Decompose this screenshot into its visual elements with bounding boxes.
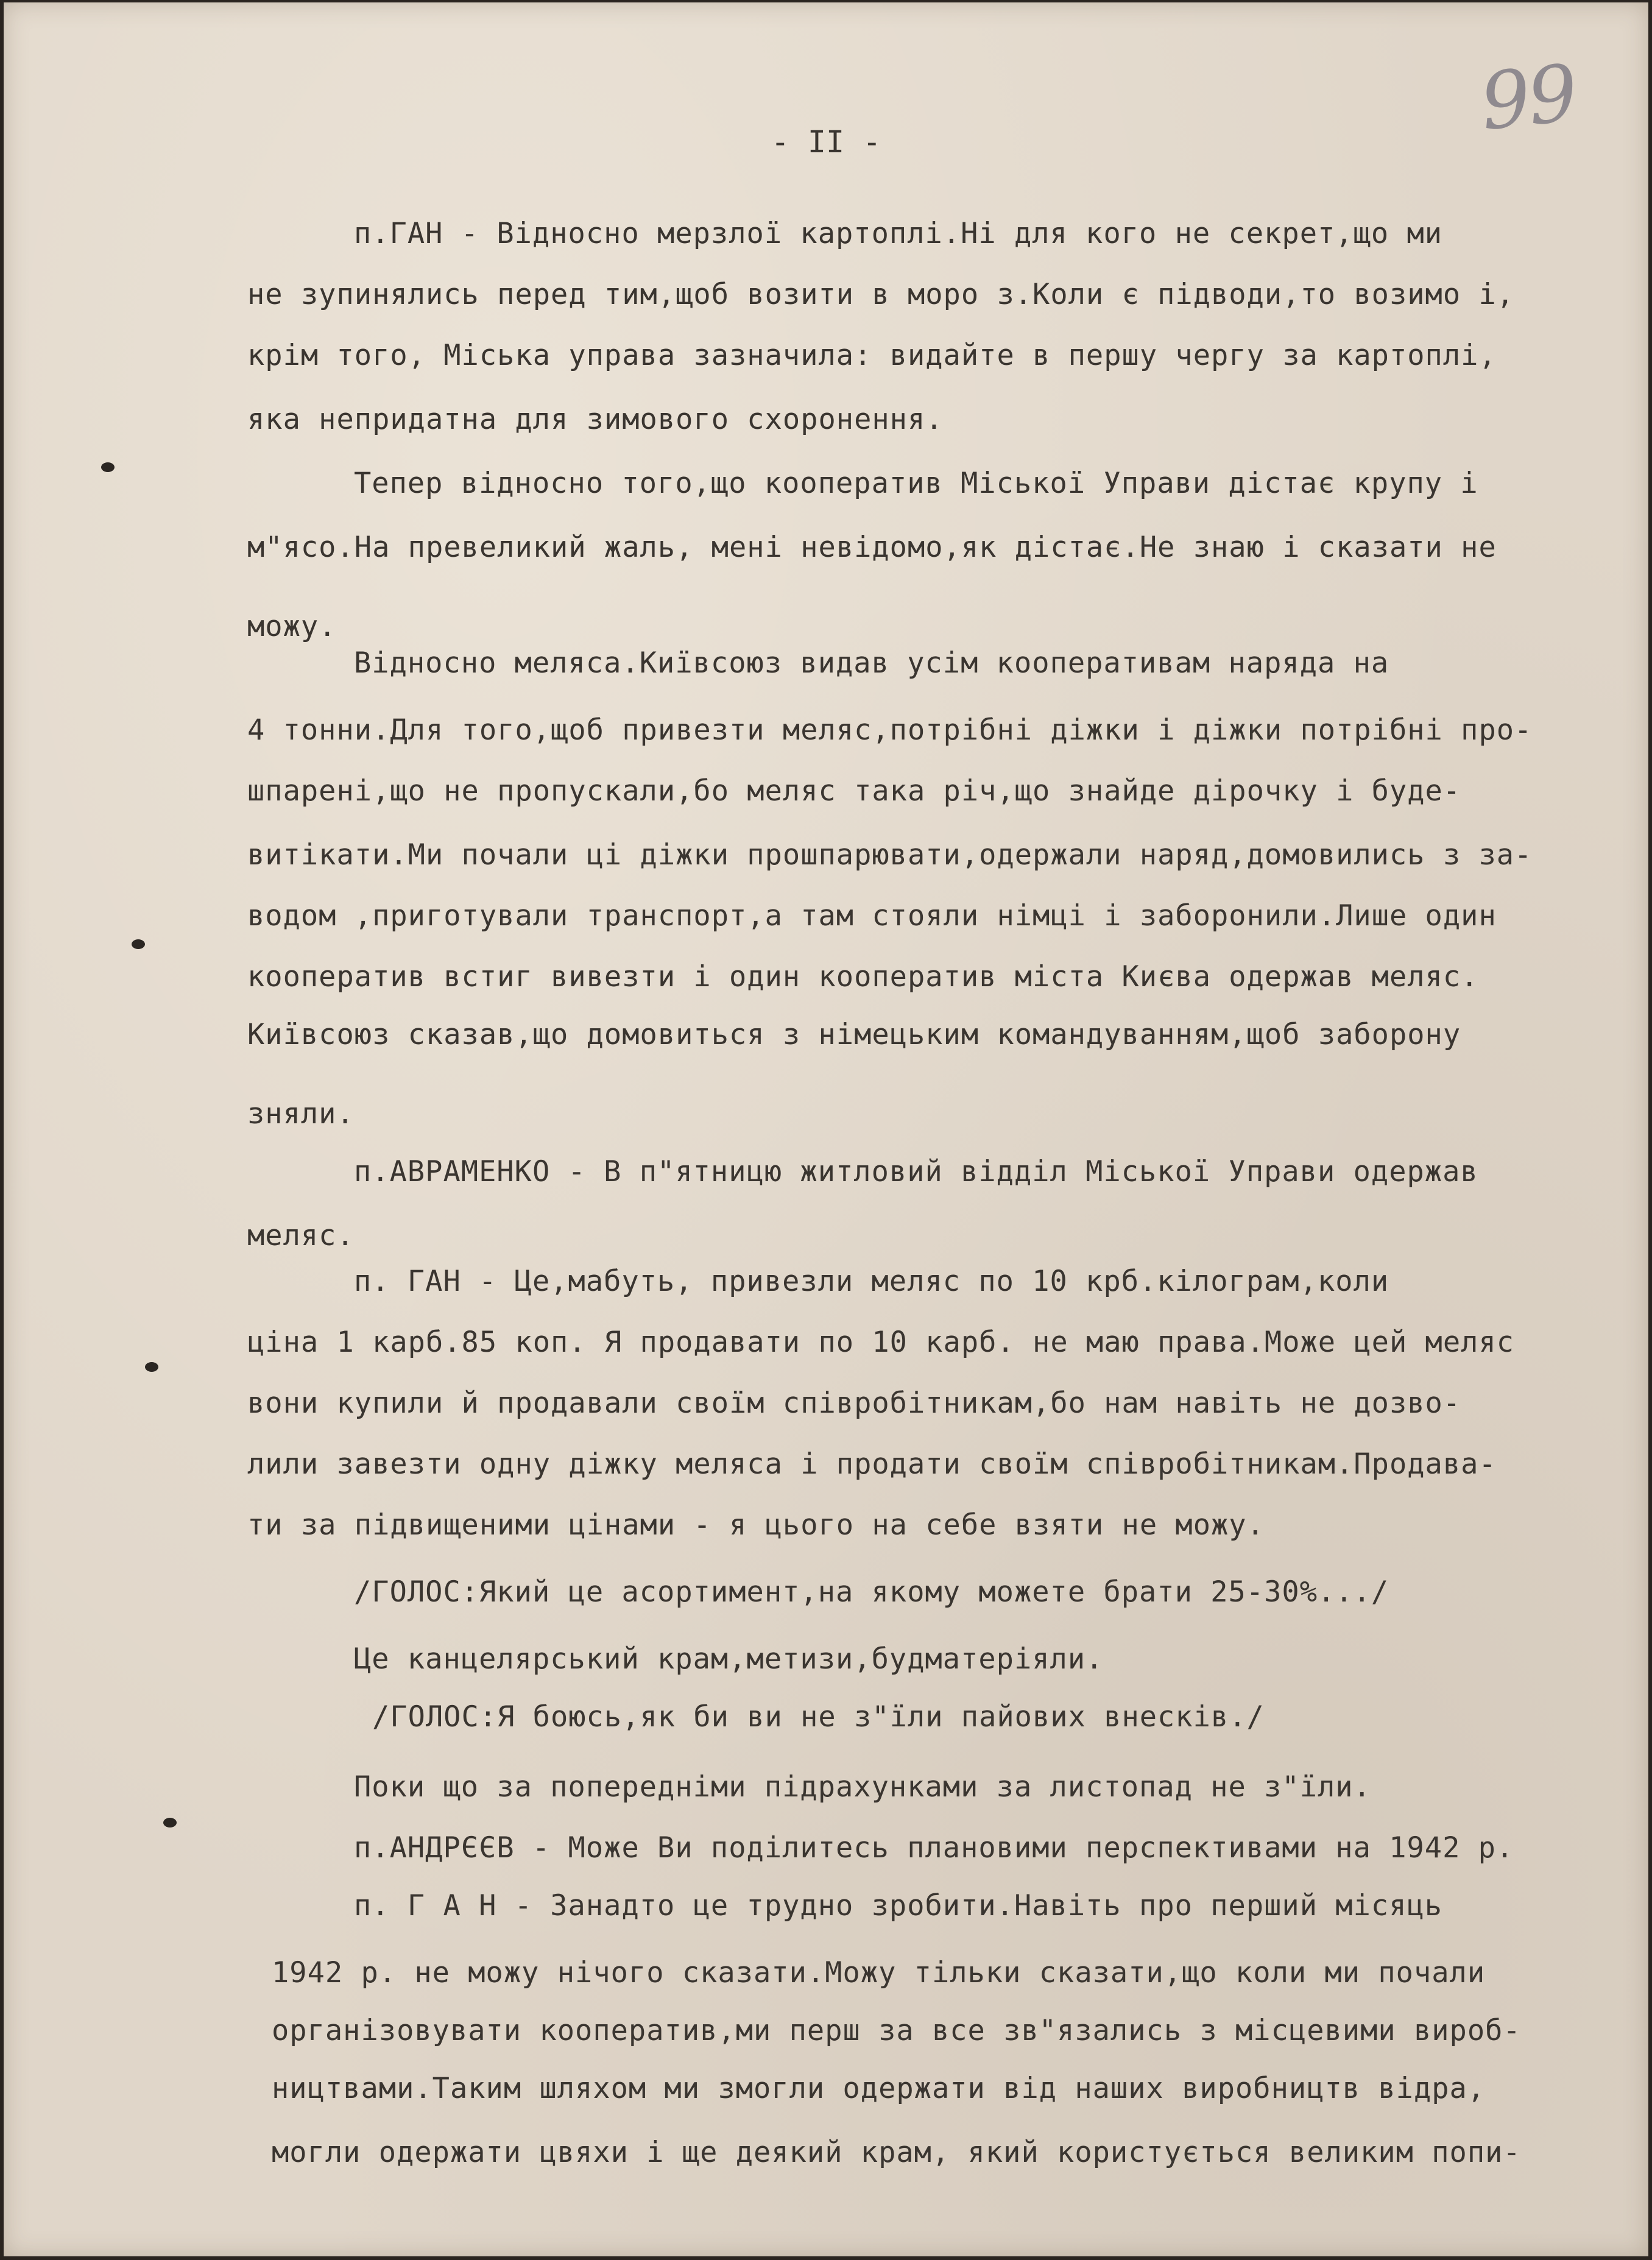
text-line: можу. [247,610,337,643]
document-page [4,2,1648,2256]
text-line: Це канцелярський крам,метизи,будматеріяли. [354,1642,1104,1676]
text-line: меляс. [247,1219,355,1252]
text-line: витікати.Ми почали ці діжки прошпарювати,одержали наряд,домовились з за- [247,838,1533,872]
text-line: не зупинялись перед тим,щоб возити в моро з.Коли є підводи,то возимо і, [247,278,1515,311]
text-line: крім того, Міська управа зазначила: видайте в першу чергу за картоплі, [247,339,1497,372]
text-line: п.АВРАМЕНКО - В п"ятницю житловий відділ Міської Управи одержав [354,1155,1478,1188]
text-line: Поки що за попередніми підрахунками за листопад не з"їли. [354,1770,1371,1804]
punch-hole [101,462,115,472]
text-line: водом ,приготували транспорт,а там стояли німці і заборонили.Лише один [247,899,1497,933]
punch-hole [163,1818,177,1827]
page-number: - II - [771,124,881,160]
punch-hole [132,939,145,949]
text-line: зняли. [247,1097,355,1131]
text-line: організовувати кооператив,ми перш за все зв"язались з місцевими вироб- [272,2014,1521,2047]
text-line: кооператив встиг вивезти і один кооператив міста Києва одержав меляс. [247,960,1479,994]
text-line: м"ясо.На превеликий жаль, мені невідомо,як дістає.Не знаю і сказати не [247,531,1497,564]
text-line: 1942 р. не можу нічого сказати.Можу тільки сказати,що коли ми почали [272,1956,1486,1990]
folio-number: 99 [1476,48,1580,149]
text-line: Київсоюз сказав,що домовиться з німецьким командуванням,щоб заборону [247,1018,1461,1051]
text-line: Відносно меляса.Київсоюз видав усім кооперативам наряда на [354,646,1389,680]
text-line: яка непридатна для зимового схоронення. [247,403,944,436]
text-line: Тепер відносно того,що кооператив Міської Управи дістає крупу і [354,467,1478,500]
text-line: вони купили й продавали своїм співробітникам,бо нам навіть не дозво- [247,1386,1461,1420]
punch-hole [145,1362,158,1372]
text-line: п. ГАН - Це,мабуть, привезли меляс по 10 крб.кілограм,коли [354,1265,1389,1298]
typed-text-body [4,2,1648,2256]
text-line: п.АНДРЄЄВ - Може Ви поділитесь плановими перспективами на 1942 р. [354,1831,1514,1865]
text-line: ціна 1 карб.85 коп. Я продавати по 10 карб. не маю права.Може цей меляс [247,1326,1515,1359]
text-line: ництвами.Таким шляхом ми змогли одержати від наших виробництв відра, [272,2072,1486,2105]
text-line: 4 тонни.Для того,щоб привезти меляс,потрібні діжки і діжки потрібні про- [247,713,1533,747]
text-line: шпарені,що не пропускали,бо меляс така річ,що знайде дірочку і буде- [247,774,1461,808]
text-line: лили завезти одну діжку меляса і продати своїм співробітникам.Продава- [247,1447,1497,1481]
text-line: п.ГАН - Відносно мерзлої картоплі.Ні для кого не секрет,що ми [354,217,1443,250]
text-line: п. Г А Н - Занадто це трудно зробити.Навіть про перший місяць [354,1889,1443,1923]
text-line: ти за підвищеними цінами - я цього на себе взяти не можу. [247,1508,1265,1542]
text-line: могли одержати цвяхи і ще деякий крам, який користується великим попи- [272,2136,1521,2169]
text-line: /ГОЛОС:Я боюсь,як би ви не з"їли пайових внесків./ [372,1700,1265,1734]
text-line: /ГОЛОС:Який це асортимент,на якому можете брати 25-30%.../ [354,1575,1389,1609]
